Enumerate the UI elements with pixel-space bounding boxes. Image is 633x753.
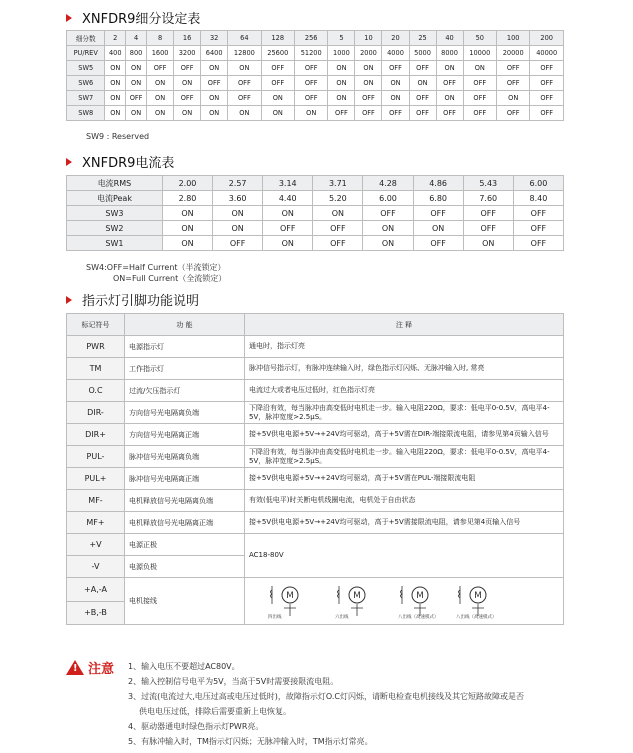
caution-item: 1、输入电压不要超过AC80V。 — [128, 662, 240, 671]
table-cell: 3.60 — [213, 191, 263, 206]
header-cell: 2 — [105, 31, 126, 46]
table-cell: 20000 — [497, 46, 530, 61]
row-label-cell: SW1 — [67, 236, 163, 251]
table-cell: OFF — [463, 221, 513, 236]
table-cell: OFF — [497, 76, 530, 91]
table-cell: ON — [126, 106, 147, 121]
table-row — [67, 380, 564, 402]
header-cell: 4.28 — [363, 176, 413, 191]
table-cell: ON — [382, 76, 409, 91]
row-label-cell: PU/REV — [67, 46, 105, 61]
caution-item: 2、输入控制信号电平为5V，当高于5V时需要接限流电阻。 — [128, 677, 339, 686]
table-cell: OFF — [261, 61, 294, 76]
table-cell: ON — [174, 76, 201, 91]
table-cell: 40000 — [530, 46, 564, 61]
wiring-label: 六出线 — [335, 615, 349, 620]
table-cell: OFF — [328, 106, 355, 121]
table-cell: OFF — [363, 206, 413, 221]
triangle-bullet-icon — [66, 14, 72, 22]
motor-symbol-icon — [401, 586, 429, 616]
symbol-cell: +A,-A — [67, 578, 125, 602]
function-cell: 脉冲信号光电隔离负端 — [125, 446, 245, 468]
table-cell: OFF — [313, 221, 363, 236]
table-cell: ON — [105, 106, 126, 121]
symbol-cell: PWR — [67, 336, 125, 358]
table-cell: OFF — [463, 206, 513, 221]
header-cell: 细分数 — [67, 31, 105, 46]
table-cell: ON — [463, 236, 513, 251]
function-cell: 电机释放信号光电隔离正端 — [125, 512, 245, 534]
current-section-title — [66, 152, 174, 171]
function-cell: 工作指示灯 — [125, 358, 245, 380]
header-cell: 2.00 — [162, 176, 212, 191]
table-cell: ON — [363, 221, 413, 236]
header-cell: 20 — [382, 31, 409, 46]
symbol-cell: +V — [67, 534, 125, 556]
table-row — [67, 424, 564, 446]
table-cell: 2.80 — [162, 191, 212, 206]
function-cell: 方向信号光电隔离正端 — [125, 424, 245, 446]
table-cell: ON — [105, 76, 126, 91]
table-cell: OFF — [463, 76, 496, 91]
sw4-note-half: SW4:OFF=Half Current（半流锁定） — [86, 263, 226, 272]
table-cell: 3200 — [174, 46, 201, 61]
table-cell: OFF — [174, 61, 201, 76]
table-cell: ON — [328, 61, 355, 76]
table-row — [67, 106, 564, 121]
header-cell: 50 — [463, 31, 496, 46]
table-cell: OFF — [530, 76, 564, 91]
header-cell: 32 — [201, 31, 228, 46]
table-cell: ON — [201, 61, 228, 76]
header-cell: 64 — [228, 31, 261, 46]
table-cell: 10000 — [463, 46, 496, 61]
svg-text:M: M — [353, 591, 361, 601]
table-cell: 12800 — [228, 46, 261, 61]
remark-cell: 通电时，指示灯亮 — [245, 336, 564, 358]
function-cell: 电源正极 — [125, 534, 245, 556]
header-cell: 25 — [409, 31, 436, 46]
table-row — [67, 61, 564, 76]
row-label-cell: SW2 — [67, 221, 163, 236]
table-row — [67, 358, 564, 380]
table-cell: OFF — [295, 91, 328, 106]
table-cell: ON — [413, 221, 463, 236]
header-cell: 10 — [355, 31, 382, 46]
row-label-cell: SW5 — [67, 61, 105, 76]
table-cell: OFF — [382, 61, 409, 76]
table-cell: ON — [162, 236, 212, 251]
table-cell: ON — [355, 61, 382, 76]
header-cell: 2.57 — [213, 176, 263, 191]
header-cell: 电流RMS — [67, 176, 163, 191]
table-row — [67, 534, 564, 556]
table-cell: OFF — [313, 236, 363, 251]
table-header-row — [67, 176, 564, 191]
table-row — [67, 336, 564, 358]
table-cell: OFF — [497, 106, 530, 121]
table-cell: ON — [105, 91, 126, 106]
function-cell: 电源指示灯 — [125, 336, 245, 358]
table-cell: OFF — [513, 221, 563, 236]
table-cell: ON — [147, 106, 174, 121]
remark-cell: AC18-80V — [245, 534, 564, 578]
table-cell: OFF — [436, 106, 463, 121]
motor-symbol-icon — [271, 586, 299, 616]
table-cell: 5000 — [409, 46, 436, 61]
triangle-bullet-icon — [66, 158, 72, 166]
table-row — [67, 236, 564, 251]
remark-cell: 有效(低电平)时关断电机线圈电流，电机处于自由状态 — [245, 490, 564, 512]
symbol-cell: MF+ — [67, 512, 125, 534]
table-cell: OFF — [409, 91, 436, 106]
header-cell: 8 — [147, 31, 174, 46]
current-table — [66, 175, 564, 251]
header-cell: 256 — [295, 31, 328, 46]
caution-title: 注意 — [88, 662, 115, 677]
table-cell: OFF — [463, 106, 496, 121]
table-cell: ON — [213, 221, 263, 236]
table-cell: OFF — [147, 61, 174, 76]
caution-heading — [66, 658, 114, 677]
function-cell: 过流/欠压指示灯 — [125, 380, 245, 402]
motor-symbol-icon — [338, 586, 366, 616]
svg-text:M: M — [416, 591, 424, 601]
caution-item: 4、驱动器通电时绿色指示灯PWR亮。 — [128, 722, 264, 731]
table-cell: ON — [201, 106, 228, 121]
table-cell: OFF — [261, 76, 294, 91]
caution-item: 5、有脉冲输入时，TM指示灯闪烁；无脉冲输入时，TM指示灯常亮。 — [128, 737, 373, 746]
indicator-section-title — [66, 290, 199, 309]
header-cell: 注 释 — [245, 314, 564, 336]
table-cell: 800 — [126, 46, 147, 61]
remark-cell: 接+5V供电电源+5V→+24V均可驱动，高于+5V需在PUL-端接限流电阻 — [245, 468, 564, 490]
wiring-label: 八出线（高速模式） — [398, 615, 439, 620]
table-row — [67, 512, 564, 534]
table-cell: OFF — [126, 91, 147, 106]
header-cell: 40 — [436, 31, 463, 46]
table-cell: ON — [363, 236, 413, 251]
table-cell: OFF — [413, 236, 463, 251]
table-cell: OFF — [174, 91, 201, 106]
header-cell: 3.71 — [313, 176, 363, 191]
table-cell: ON — [409, 76, 436, 91]
table-cell: ON — [436, 61, 463, 76]
table-cell: ON — [162, 206, 212, 221]
caution-item: 3、过流(电流过大,电压过高或电压过低时)，故障指示灯O.C灯闪烁，请断电检查电机接线及其它短路故障或是否 — [128, 692, 524, 701]
function-cell: 电机释放信号光电隔离负端 — [125, 490, 245, 512]
table-cell: 2000 — [355, 46, 382, 61]
table-cell: 5.20 — [313, 191, 363, 206]
table-cell: ON — [261, 106, 294, 121]
table-cell: OFF — [513, 206, 563, 221]
wiring-label: 四出线 — [268, 615, 282, 620]
table-cell: OFF — [530, 106, 564, 121]
header-cell: 标记符号 — [67, 314, 125, 336]
table-cell: ON — [147, 91, 174, 106]
caution-list — [128, 659, 524, 749]
table-cell: 6.80 — [413, 191, 463, 206]
warning-triangle-icon: ! — [66, 660, 84, 675]
header-cell: 4.86 — [413, 176, 463, 191]
table-cell: OFF — [513, 236, 563, 251]
table-cell: OFF — [355, 91, 382, 106]
table-cell: OFF — [382, 106, 409, 121]
table-row — [67, 191, 564, 206]
header-cell: 200 — [530, 31, 564, 46]
table-cell: OFF — [530, 91, 564, 106]
table-cell: 25600 — [261, 46, 294, 61]
table-cell: ON — [105, 61, 126, 76]
table-cell: ON — [228, 61, 261, 76]
table-row — [67, 91, 564, 106]
remark-cell: 接+5V供电电源+5V→+24V均可驱动，高于+5V需在DIR-端接限流电阻，请参见第4页输入信号 — [245, 424, 564, 446]
table-cell: ON — [147, 76, 174, 91]
table-row — [67, 221, 564, 236]
table-cell: OFF — [497, 61, 530, 76]
remark-cell: 下降沿有效，每当脉冲由高变低时电机走一步。输入电阻220Ω，要求：低电平0-0.5V，高电平4-5V，脉冲宽度>2.5μS。 — [245, 446, 564, 468]
table-cell: 6400 — [201, 46, 228, 61]
symbol-cell: O.C — [67, 380, 125, 402]
table-cell: OFF — [409, 106, 436, 121]
subdiv-section-title — [66, 8, 200, 27]
motor-wiring-diagrams — [245, 578, 545, 622]
remark-cell: 电流过大或者电压过低时，红色指示灯亮 — [245, 380, 564, 402]
table-cell: ON — [126, 61, 147, 76]
table-cell: 8.40 — [513, 191, 563, 206]
table-cell: 7.60 — [463, 191, 513, 206]
table-row — [67, 578, 564, 602]
row-label-cell: SW7 — [67, 91, 105, 106]
table-cell: OFF — [213, 236, 263, 251]
function-cell: 电源负极 — [125, 556, 245, 578]
current-title-text: XNFDR9电流表 — [82, 156, 175, 171]
header-cell: 5.43 — [463, 176, 513, 191]
header-cell: 5 — [328, 31, 355, 46]
row-label-cell: SW6 — [67, 76, 105, 91]
table-row — [67, 468, 564, 490]
row-label-cell: SW8 — [67, 106, 105, 121]
function-cell: 方向信号光电隔离负端 — [125, 402, 245, 424]
sw9-note: SW9 : Reserved — [86, 132, 150, 141]
table-cell: OFF — [295, 61, 328, 76]
table-cell: ON — [436, 91, 463, 106]
remark-cell: 下降沿有效，每当脉冲由高变低时电机走一步。输入电阻220Ω，要求：低电平0-0.5V，高电平4-5V，脉冲宽度>2.5μS。 — [245, 402, 564, 424]
table-cell: ON — [201, 91, 228, 106]
caution-item: 供电电压过低，排除后需要重新上电恢复。 — [139, 707, 291, 716]
sw4-note-full: ON=Full Current（全流锁定） — [113, 274, 227, 283]
table-cell: OFF — [436, 76, 463, 91]
table-cell: ON — [463, 61, 496, 76]
table-cell: ON — [213, 206, 263, 221]
table-cell: OFF — [413, 206, 463, 221]
table-cell: OFF — [463, 91, 496, 106]
table-cell: ON — [174, 106, 201, 121]
table-cell: ON — [228, 106, 261, 121]
table-cell: 6.00 — [363, 191, 413, 206]
table-cell: ON — [263, 236, 313, 251]
table-cell: ON — [162, 221, 212, 236]
header-cell: 128 — [261, 31, 294, 46]
table-cell: ON — [355, 76, 382, 91]
header-cell: 6.00 — [513, 176, 563, 191]
indicator-title-text: 指示灯引脚功能说明 — [82, 294, 200, 309]
symbol-cell: +B,-B — [67, 601, 125, 625]
triangle-bullet-icon — [66, 296, 72, 304]
symbol-cell: PUL- — [67, 446, 125, 468]
table-row — [67, 446, 564, 468]
table-cell: ON — [328, 76, 355, 91]
table-row — [67, 76, 564, 91]
symbol-cell: -V — [67, 556, 125, 578]
subdivision-table — [66, 30, 564, 121]
table-header-row — [67, 314, 564, 336]
function-cell: 电机接线 — [125, 578, 245, 625]
row-label-cell: 电流Peak — [67, 191, 163, 206]
table-cell: 51200 — [295, 46, 328, 61]
table-cell: ON — [313, 206, 363, 221]
row-label-cell: SW3 — [67, 206, 163, 221]
table-row — [67, 490, 564, 512]
table-cell: OFF — [530, 61, 564, 76]
motor-symbol-icon — [459, 586, 487, 616]
indicator-table — [66, 313, 564, 625]
header-cell: 4 — [126, 31, 147, 46]
wiring-label: 八出线（高速模式） — [456, 615, 497, 620]
table-cell: ON — [261, 91, 294, 106]
table-cell: ON — [126, 76, 147, 91]
svg-text:M: M — [474, 591, 482, 601]
table-cell: 4000 — [382, 46, 409, 61]
subdiv-title-text: XNFDR9细分设定表 — [82, 12, 201, 27]
table-cell: ON — [328, 91, 355, 106]
symbol-cell: TM — [67, 358, 125, 380]
table-cell: 1000 — [328, 46, 355, 61]
header-cell: 3.14 — [263, 176, 313, 191]
remark-cell: 接+5V供电电源+5V→+24V均可驱动，高于+5V需接限流电阻，请参见第4页输入信号 — [245, 512, 564, 534]
symbol-cell: MF- — [67, 490, 125, 512]
table-cell: ON — [382, 91, 409, 106]
symbol-cell: PUL+ — [67, 468, 125, 490]
table-cell: OFF — [295, 76, 328, 91]
table-cell: ON — [295, 106, 328, 121]
header-cell: 100 — [497, 31, 530, 46]
table-cell: ON — [497, 91, 530, 106]
symbol-cell: DIR+ — [67, 424, 125, 446]
header-cell: 功 能 — [125, 314, 245, 336]
table-cell: ON — [263, 206, 313, 221]
table-cell: OFF — [228, 76, 261, 91]
table-cell: OFF — [228, 91, 261, 106]
header-cell: 16 — [174, 31, 201, 46]
table-header-row — [67, 31, 564, 46]
table-cell: OFF — [201, 76, 228, 91]
table-cell: 1600 — [147, 46, 174, 61]
svg-text:M: M — [286, 591, 294, 601]
table-row — [67, 206, 564, 221]
table-cell: OFF — [409, 61, 436, 76]
table-row — [67, 46, 564, 61]
remark-cell: 脉冲信号指示灯，有脉冲连续输入时，绿色指示灯闪烁、无脉冲输入时, 常亮 — [245, 358, 564, 380]
wiring-diagram-cell — [245, 578, 564, 625]
function-cell: 脉冲信号光电隔离正端 — [125, 468, 245, 490]
table-cell: OFF — [263, 221, 313, 236]
table-row — [67, 402, 564, 424]
table-cell: OFF — [355, 106, 382, 121]
table-cell: 4.40 — [263, 191, 313, 206]
table-cell: 400 — [105, 46, 126, 61]
table-cell: 8000 — [436, 46, 463, 61]
symbol-cell: DIR- — [67, 402, 125, 424]
